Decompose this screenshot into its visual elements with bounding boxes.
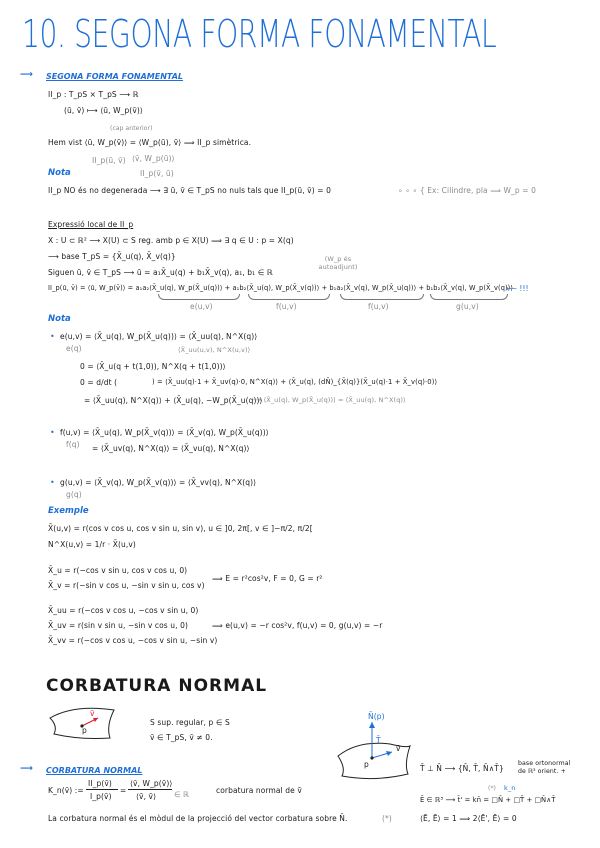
fig2-t-label: T̄ [376,736,381,745]
exemple-xvv: X̄_vv = r(−cos v cos u, −cos v sin u, −sin v) [48,636,218,645]
fig2-v-label: v̄ [396,744,401,753]
fig1-p-label: p [82,726,87,735]
nota2-f-line-2: = ⟨X̄_uv(q), N^X(q)⟩ = ⟨X̄_vu(q), N^X(q)⟩ [92,444,250,453]
bullet-g: • [50,478,55,487]
fig2-n-label: N̄(p) [368,712,385,721]
corbatura-s1: S sup. regular, p ∈ S [150,718,230,727]
section-title-corbatura: CORBATURA NORMAL [46,766,143,775]
brace-label-f1: f(u,v) [276,302,297,311]
nota2-d2b: ) = ⟨X̄_uu(q)·1 + X̄_uv(q)·0, N^X(q)⟩ + ⟨X̄_u(q), (dN̄)_{X̄(q)}(X̄_u(q)·1 + X̄_v(q)·0)⟩ [152,378,438,386]
exemple-xu: X̄_u = r(−cos v sin u, cos v cos u, 0) [48,566,188,575]
exemple-xuv: X̄_uv = r(sin v sin u, −sin v cos u, 0) [48,621,189,630]
brace-label-f2: f(u,v) [368,302,389,311]
brace-g [430,294,508,300]
kn-in-r: ∈ ℝ [174,790,190,799]
nota2-d3-side: ⟶ ⟨X̄_u(q), W_p(X̄_u(q))⟩ = ⟨X̄_uu(q), N^X(q)⟩ [252,396,406,404]
expr-line-1: X : U ⊂ ℝ² ⟶ X(U) ⊂ S reg. amb p ∈ X(U) ⟹ ∃ q ∈ U : p = X(q) [48,236,294,245]
exemple-n: N^X(u,v) = 1/r · X̄(u,v) [48,540,136,549]
page-title: 10. SEGONA FORMA FONAMENTAL [22,12,497,56]
expr-line-3: Siguen ū, v̄ ∈ T_pS ⟶ ū = a₁X̄_u(q) + b₁X̄_v(q), a₁, b₁ ∈ ℝ [48,268,273,277]
nota1-text: ΙΙ_p NO és no degenerada ⟶ ∃ ū, v̄ ∈ T_pS no nuls tals que ΙΙ_p(ū, v̄) = 0 [48,186,331,195]
section-title-segona-forma: SEGONA FORMA FONAMENTAL [46,72,184,81]
fig1-v-label: v̄ [90,709,95,718]
def-line-2: (ū, v̄) ⟼ ⟨ū, W_p(v̄)⟩ [64,106,143,115]
brace-f2 [340,294,424,300]
brace-label-e: e(u,v) [190,302,213,311]
def-line-4c: ΙΙ_p(v̄, ū) [140,169,174,178]
def-line-1: ΙΙ_p : T_pS × T_pS ⟶ ℝ [48,90,139,99]
corbatura-s2: v̄ ∈ T_pS, v̄ ≠ 0. [150,733,213,742]
nota2-d2a: 0 = d/dt ( [80,378,118,387]
surface-figure-1 [44,700,124,744]
expr-note-autoadjunt: (W_p és autoadjunt) [318,255,358,271]
nota2-e-def: e(u,v) = ⟨X̄_u(q), W_p(X̄_u(q))⟩ = ⟨X̄_uu(q), N^X(q)⟩ [60,332,258,341]
kn-frac2-den: ⟨v̄, v̄⟩ [136,792,157,801]
kn-frac1-den: Ι_p(v̄) [90,792,112,801]
bullet-f: • [50,428,55,437]
expr-line-2: ⟶ base T_pS = {X̄_u(q), X̄_v(q)} [48,252,176,261]
section-arrow-icon-2: ⟶ [20,764,33,774]
kn-star: (*) [382,814,392,823]
kn-frac2-num: ⟨v̄, W_p(v̄)⟩ [130,779,173,788]
surface-figure-2 [334,716,414,782]
expr-marker: ⟵ !!! [506,284,529,293]
kn-frac1-num: ΙΙ_p(v̄) [88,779,112,788]
def-line-4a: ΙΙ_p(ū, v̄) [92,156,126,165]
nota-label-1: Nota [48,168,71,178]
nota-label-2: Nota [48,314,71,324]
kn-frac2-bar [128,789,172,790]
brace-e [158,294,240,300]
nota2-f-def: f(u,v) = ⟨X̄_u(q), W_p(X̄_v(q))⟩ = ⟨X̄_v(q), W_p(X̄_u(q))⟩ [60,428,269,437]
side-r2: Ē ∈ ℝ³ ⟶ t̄' = kn̄ = □N̄ + □T̄ + □N̄∧T̄ [420,796,556,804]
kn-text: La corbatura normal és el mòdul de la projecció del vector corbatura sobre N̄. [48,814,348,823]
bullet-e: • [50,332,55,341]
nota1-extra: ∘ ∘ ∘ { Ex: Cilindre, pla ⟹ W_p = 0 [398,186,536,195]
def-line-4b: ⟨v̄, W_p(ū)⟩ [132,154,175,163]
side-star: (*) [488,785,496,792]
expr-line-4: ΙΙ_p(ū, v̄) = ⟨ū, W_p(v̄)⟩ = a₁a₂⟨X̄_u(q), W_p(X̄_u(q))⟩ + a₁b₂⟨X̄_u(q), W_p(X̄_v(q))⟩ + b₁a₂⟨X̄_v(q), W_p(X̄_u(q))⟩ + b₁b₂⟨X̄_v(q), W_p(X̄_v(q))⟩ [48,284,514,292]
exemple-xv: X̄_v = r(−sin v cos u, −sin v sin u, cos v) [48,581,205,590]
exemple-xuu: X̄_uu = r(−cos v cos u, −cos v sin u, 0) [48,606,199,615]
nota2-e-side: ⟨X̄_uu(u,v), N^X(u,v)⟩ [178,346,251,354]
nota2-f-sub: f(q) [66,440,80,449]
brace-f1 [248,294,330,300]
side-r1-note: base ortonormal de ℝ³ orient. + [518,760,571,775]
nota2-g-def: g(u,v) = ⟨X̄_v(q), W_p(X̄_v(q))⟩ = ⟨X̄_vv(q), N^X(q)⟩ [60,478,257,487]
kn-lhs: K_n(v̄) := [48,786,84,795]
def-note-cap-anterior: (cap anterior) [110,125,153,132]
side-r1: T̄ ⊥ N̄ ⟶ {N̄, T̄, N̄∧T̄} [420,764,504,773]
brace-label-g: g(u,v) [456,302,479,311]
def-line-3: Hem vist ⟨ū, W_p(v̄)⟩ = ⟨W_p(ū), v̄⟩ ⟹ ΙΙ_p simètrica. [48,138,252,147]
side-kn: k_n [504,784,516,792]
kn-frac1-bar [86,789,118,790]
expr-heading: Expressió local de ΙΙ_p [48,220,134,229]
section-arrow-icon: ⟶ [20,70,33,80]
nota2-g-sub: g(q) [66,490,82,499]
exemple-label: Exemple [48,506,89,516]
exemple-efg2: ⟹ e(u,v) = −r cos²v, f(u,v) = 0, g(u,v) = −r [212,621,383,630]
nota2-e-sub: e(q) [66,344,82,353]
nota2-d1: 0 = ⟨X̄_u(q + t(1,0)), N^X(q + t(1,0))⟩ [80,362,226,371]
side-r3: ⟨Ē, Ē⟩ = 1 ⟹ 2⟨Ē', Ē⟩ = 0 [420,814,517,823]
nota2-d3: = ⟨X̄_uu(q), N^X(q)⟩ + ⟨X̄_u(q), −W_p(X̄_u(q))⟩ [84,396,263,405]
fig2-p-label: p [364,760,369,769]
kn-equals: = [120,786,127,795]
exemple-x: X̄(u,v) = r(cos v cos u, cos v sin u, sin v), u ∈ ]0, 2π[, v ∈ ]−π/2, π/2[ [48,524,313,533]
corbatura-heading: CORBATURA NORMAL [46,676,268,696]
kn-label: corbatura normal de v̄ [216,786,302,795]
exemple-efg1: ⟹ E = r²cos²v, F = 0, G = r² [212,574,323,583]
